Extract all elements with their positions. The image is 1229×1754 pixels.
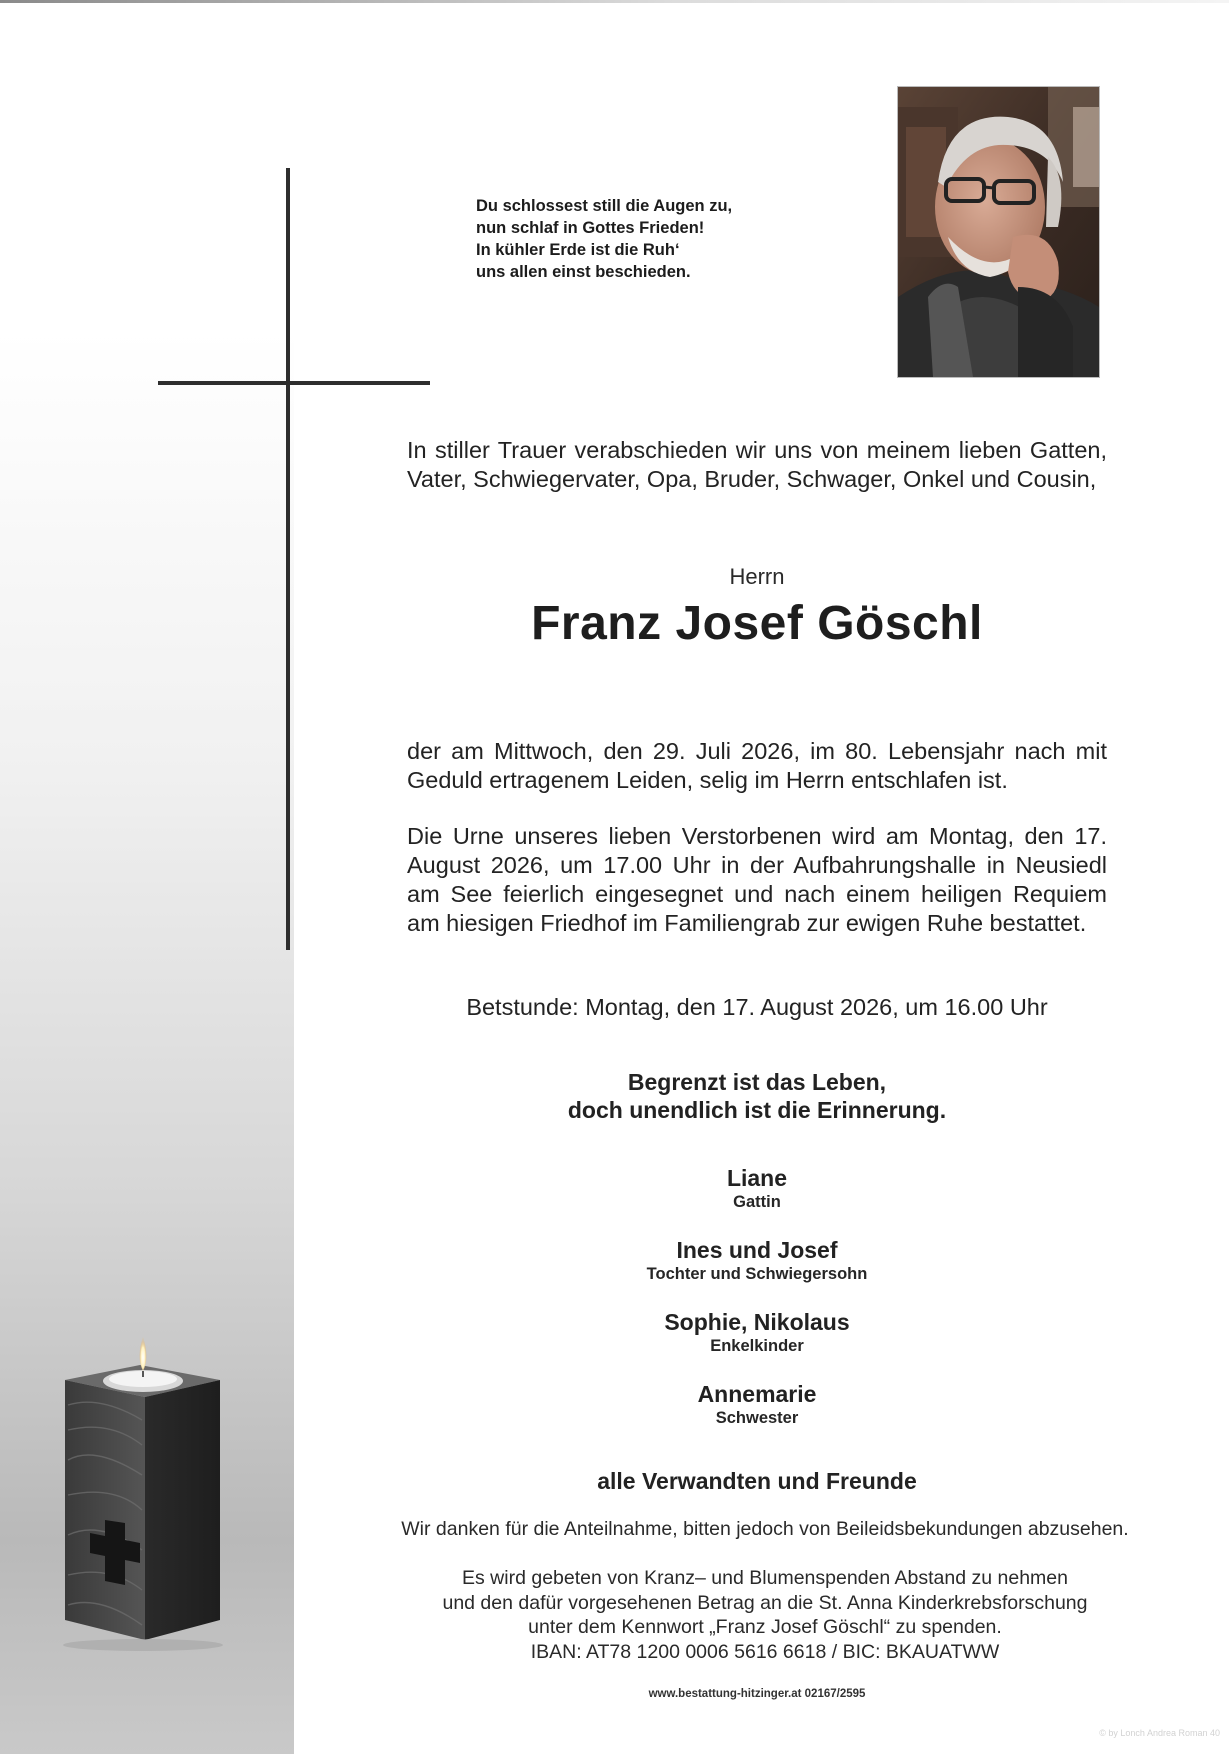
donation-line: IBAN: AT78 1200 0006 5616 6618 / BIC: BKAUATWW bbox=[530, 1640, 1000, 1663]
mourner-name: Sophie, Nikolaus bbox=[664, 1309, 850, 1335]
mourner-relation: Schwester bbox=[715, 1409, 799, 1427]
funeral-notice: Die Urne unseres lieben Verstorbenen wird am Montag, den 17. August 2026, um 17.00 Uhr in der Aufbahrungshalle in Neusiedl am See feierlich eingesegnet und nach einem heiligen Requiem am hiesigen Friedhof im Familiengrab zur ewigen Ruhe bestattet. bbox=[407, 823, 1107, 936]
donation-line: unter dem Kennwort „Franz Josef Göschl“ zu spenden. bbox=[528, 1616, 1002, 1638]
poem-line: nun schlaf in Gottes Frieden! bbox=[476, 219, 705, 237]
poem-line: Du schlossest still die Augen zu, bbox=[476, 197, 733, 215]
motto bbox=[407, 1068, 1107, 1124]
candle-illustration bbox=[40, 1335, 240, 1655]
salutation: Herrn bbox=[729, 564, 785, 589]
mourner bbox=[407, 1236, 1107, 1284]
mourner-relation: Tochter und Schwiegersohn bbox=[646, 1265, 868, 1283]
poem bbox=[476, 195, 776, 283]
mourner-relation: Gattin bbox=[733, 1193, 781, 1211]
intro-text: In stiller Trauer verabschieden wir uns von meinem lieben Gatten, Vater, Schwiegervater, Opa, Bruder, Schwager, Onkel und Cousin, bbox=[407, 437, 1107, 492]
funeral-home-footer: www.bestattung-hitzinger.at 02167/2595 bbox=[648, 1688, 866, 1700]
relatives: alle Verwandten und Freunde bbox=[597, 1468, 917, 1494]
death-notice: der am Mittwoch, den 29. Juli 2026, im 80. Lebensjahr nach mit Geduld ertragenem Leiden, selig im Herrn entschlafen ist. bbox=[407, 738, 1107, 793]
cross-horizontal-bar bbox=[158, 381, 430, 385]
donation-line: und den dafür vorgesehenen Betrag an die St. Anna Kinderkrebsforschung bbox=[442, 1591, 1088, 1614]
thanks-note: Wir danken für die Anteilnahme, bitten jedoch von Beileidsbekundungen abzusehen. bbox=[401, 1518, 1129, 1540]
scan-edge bbox=[0, 0, 1229, 3]
portrait-illustration bbox=[898, 87, 1099, 377]
deceased-name: Franz Josef Göschl bbox=[531, 597, 983, 650]
mourner bbox=[407, 1380, 1107, 1428]
portrait-photo bbox=[897, 86, 1100, 378]
prayer-hour: Betstunde: Montag, den 17. August 2026, um 16.00 Uhr bbox=[466, 994, 1048, 1020]
mourner bbox=[407, 1308, 1107, 1356]
mourner-name: Liane bbox=[726, 1165, 788, 1191]
motto-line: doch unendlich ist die Erinnerung. bbox=[567, 1097, 947, 1123]
candle-icon bbox=[40, 1335, 240, 1655]
donation-note bbox=[330, 1566, 1200, 1664]
mourner-name: Ines und Josef bbox=[676, 1237, 838, 1263]
poem-line: uns allen einst beschieden. bbox=[476, 263, 691, 281]
cross-vertical-bar bbox=[286, 168, 290, 950]
mourner bbox=[407, 1164, 1107, 1212]
mourner-relation: Enkelkinder bbox=[710, 1337, 804, 1355]
image-credit: © by Lonch Andrea Roman 40 bbox=[1099, 1728, 1220, 1738]
mourner-name: Annemarie bbox=[697, 1381, 817, 1407]
poem-line: In kühler Erde ist die Ruh‘ bbox=[476, 241, 680, 259]
motto-line: Begrenzt ist das Leben, bbox=[627, 1069, 887, 1095]
donation-line: Es wird gebeten von Kranz– und Blumenspenden Abstand zu nehmen bbox=[462, 1567, 1068, 1589]
